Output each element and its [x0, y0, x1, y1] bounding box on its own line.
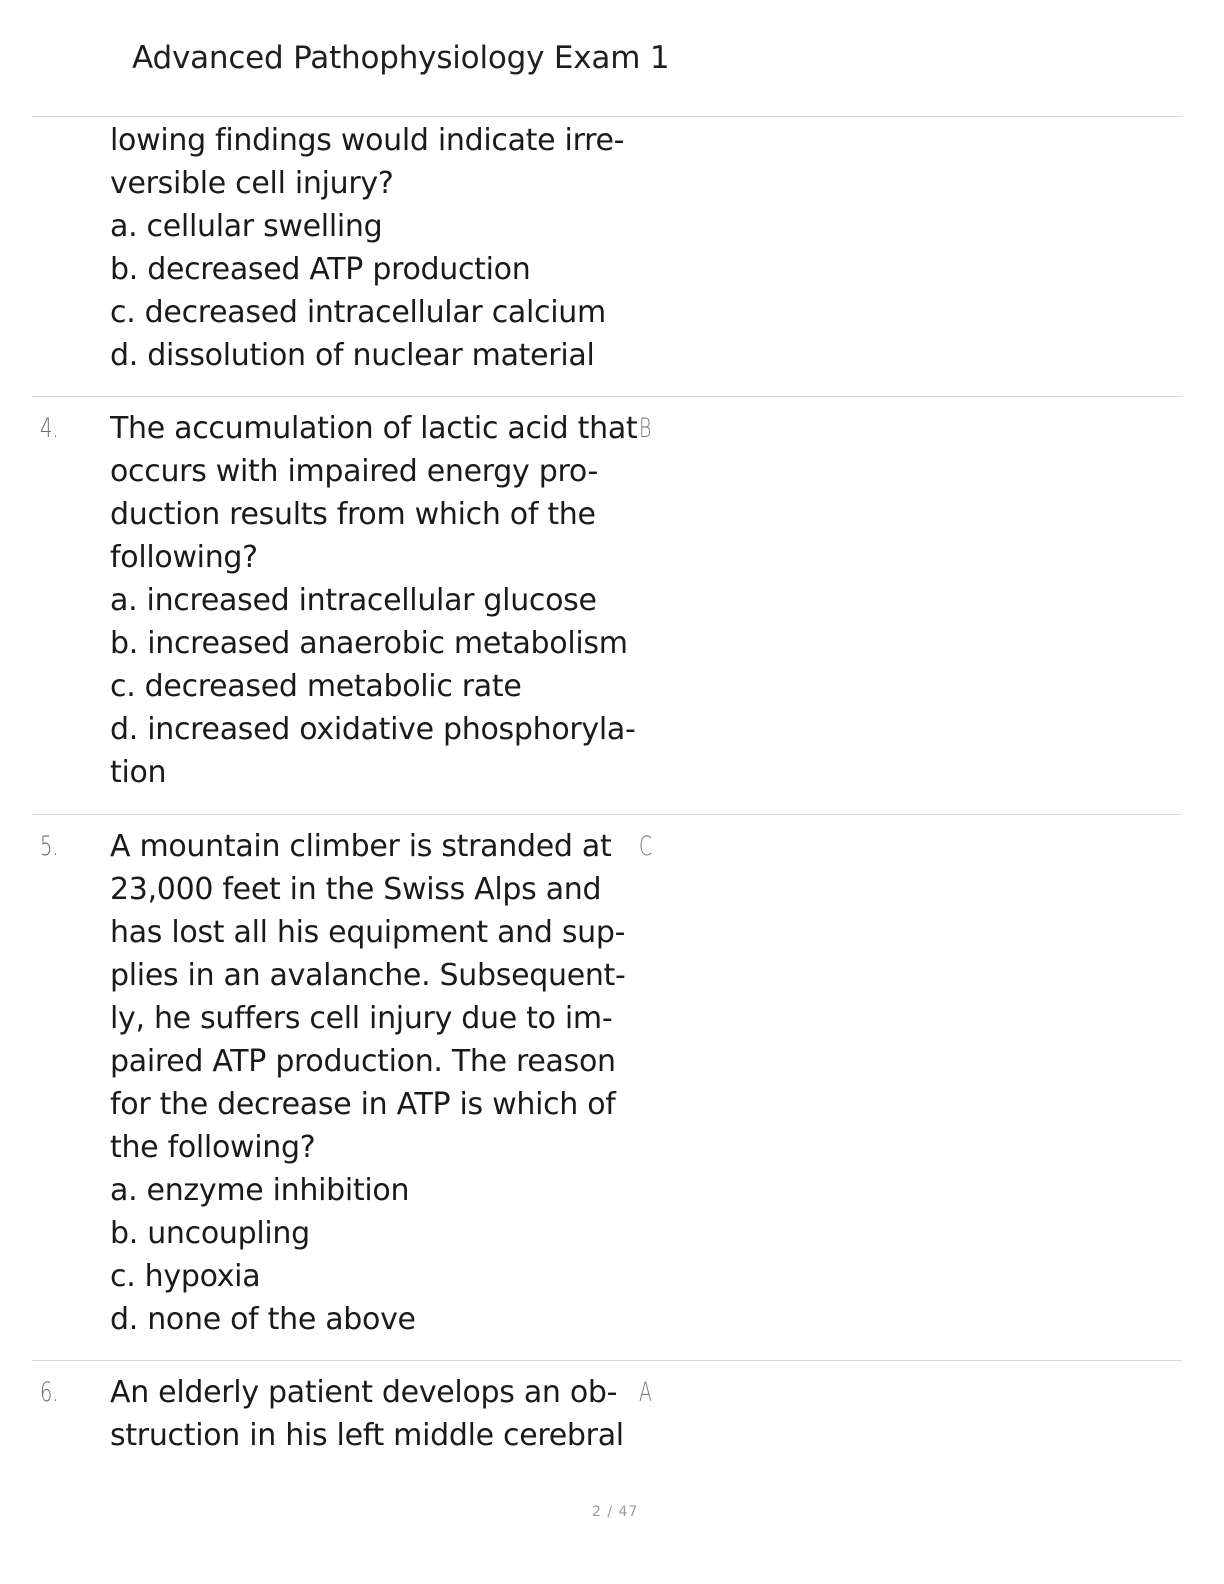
option-a: a. enzyme inhibition: [110, 1173, 410, 1208]
question-4-text: [110, 407, 650, 794]
divider: [32, 116, 1182, 117]
question-line: The accumulation of lactic acid that: [110, 411, 638, 446]
option-c: c. decreased metabolic rate: [110, 669, 522, 704]
option-d: d. increased oxidative phosphoryla-: [110, 712, 636, 747]
question-line: for the decrease in ATP is which of: [110, 1087, 616, 1122]
question-line: the following?: [110, 1130, 316, 1165]
question-line: 23,000 feet in the Swiss Alps and: [110, 872, 602, 907]
question-line: has lost all his equipment and sup-: [110, 915, 626, 950]
question-line: following?: [110, 540, 258, 575]
question-line: occurs with impaired energy pro-: [110, 454, 598, 489]
question-number: 6.: [40, 1377, 59, 1408]
option-c: c. decreased intracellular calcium: [110, 295, 606, 330]
question-number: 4.: [40, 413, 59, 444]
option-d: d. dissolution of nuclear material: [110, 338, 595, 373]
option-a: a. increased intracellular glucose: [110, 583, 597, 618]
page-number: 2 / 47: [592, 1504, 639, 1520]
answer-letter: B: [639, 413, 652, 444]
answer-letter: C: [639, 831, 653, 862]
option-d: d. none of the above: [110, 1302, 416, 1337]
divider: [32, 814, 1182, 815]
question-line: ly, he suffers cell injury due to im-: [110, 1001, 613, 1036]
option-a: a. cellular swelling: [110, 209, 383, 244]
answer-letter: A: [639, 1377, 652, 1408]
question-line: paired ATP production. The reason: [110, 1044, 616, 1079]
option-b: b. increased anaerobic metabolism: [110, 626, 628, 661]
question-line: versible cell injury?: [110, 166, 394, 201]
question-line: lowing findings would indicate irre-: [110, 123, 625, 158]
option-b: b. decreased ATP production: [110, 252, 531, 287]
question-line: A mountain climber is stranded at: [110, 829, 612, 864]
question-6-text: [110, 1371, 650, 1457]
divider: [32, 1360, 1182, 1361]
page-title: Advanced Pathophysiology Exam 1: [132, 40, 670, 76]
option-b: b. uncoupling: [110, 1216, 310, 1251]
divider: [32, 396, 1182, 397]
option-d-continued: tion: [110, 755, 167, 790]
question-3-text: [110, 119, 650, 377]
question-line: struction in his left middle cerebral: [110, 1418, 624, 1453]
question-line: duction results from which of the: [110, 497, 596, 532]
option-c: c. hypoxia: [110, 1259, 261, 1294]
question-line: plies in an avalanche. Subsequent-: [110, 958, 626, 993]
question-line: An elderly patient develops an ob-: [110, 1375, 618, 1410]
question-number: 5.: [40, 831, 59, 862]
question-5-text: [110, 825, 653, 1341]
